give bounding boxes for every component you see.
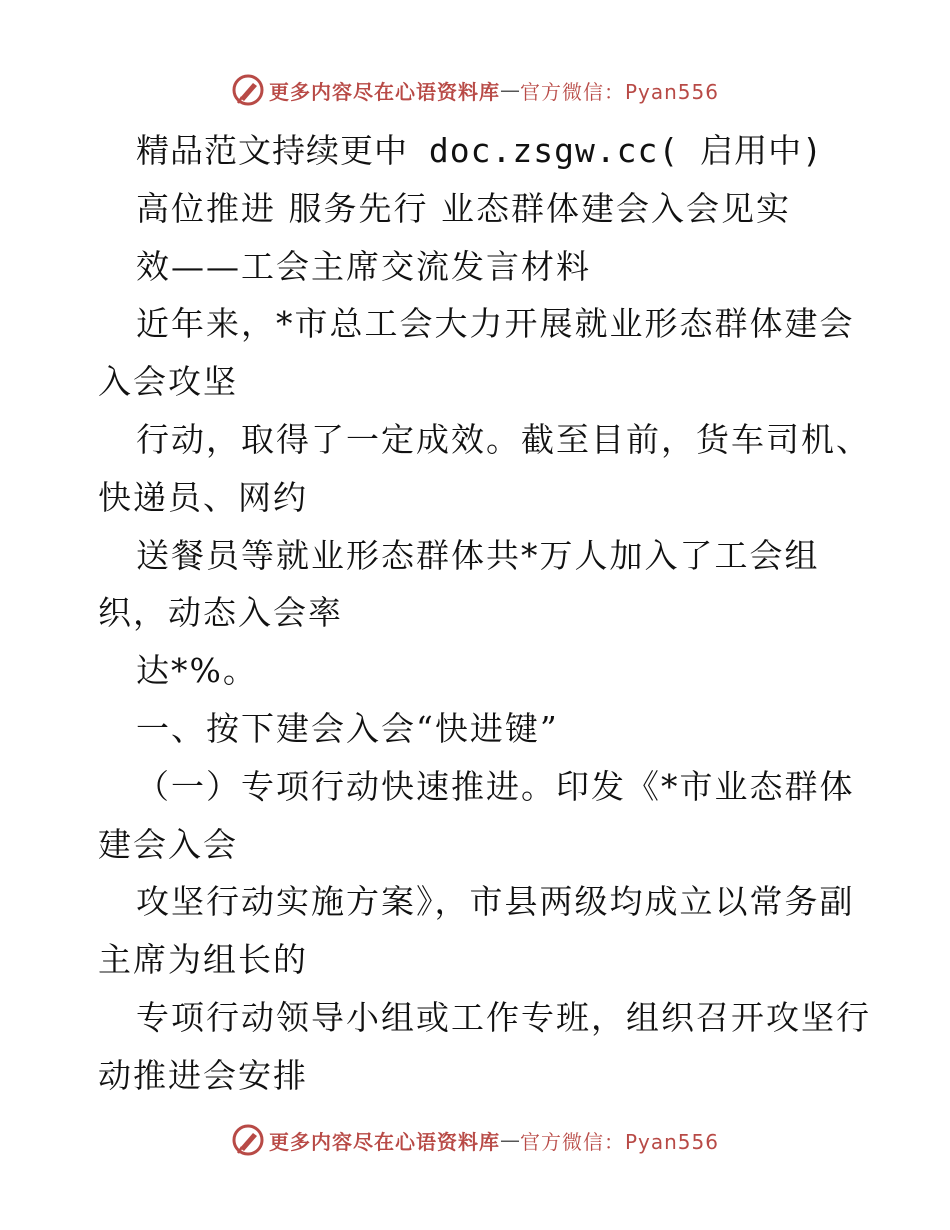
doc-line: 快递员、网约 bbox=[98, 477, 308, 517]
banner-title: 更多内容尽在心语资料库 bbox=[268, 1129, 500, 1154]
doc-line: （一）专项行动快速推进。印发《*市业态群体 bbox=[136, 766, 855, 806]
doc-title-line: 高位推进 服务先行 业态群体建会入会见实 bbox=[136, 188, 791, 228]
doc-line: 入会攻坚 bbox=[98, 362, 238, 402]
pen-logo-icon bbox=[231, 73, 265, 107]
document-body bbox=[98, 122, 871, 1105]
doc-line: 近年来，*市总工会大力开展就业形态群体建会 bbox=[136, 304, 855, 344]
doc-title-line: 效——工会主席交流发言材料 bbox=[136, 246, 591, 286]
footer-watermark-banner bbox=[0, 1120, 950, 1160]
doc-line: 精品范文持续更中 doc.zsgw.cc( 启用中) bbox=[136, 131, 824, 170]
doc-heading: 一、按下建会入会“快进键” bbox=[136, 708, 559, 748]
doc-line: 达*%。 bbox=[136, 651, 258, 691]
doc-line: 行动，取得了一定成效。截至目前，货车司机、 bbox=[136, 419, 871, 459]
doc-line: 送餐员等就业形态群体共*万人加入了工会组 bbox=[136, 535, 820, 575]
doc-line: 主席为组长的 bbox=[98, 940, 308, 980]
doc-line: 专项行动领导小组或工作专班，组织召开攻坚行 bbox=[136, 997, 871, 1037]
banner-wechat: 官方微信：Pyan556 bbox=[519, 79, 719, 104]
doc-line: 织，动态入会率 bbox=[98, 593, 343, 633]
banner-separator: — bbox=[499, 1128, 520, 1152]
banner-separator: — bbox=[499, 78, 520, 102]
header-watermark-banner bbox=[0, 70, 950, 110]
doc-line: 攻坚行动实施方案》，市县两级均成立以常务副 bbox=[136, 882, 855, 922]
banner-title: 更多内容尽在心语资料库 bbox=[268, 79, 500, 104]
doc-line: 动推进会安排 bbox=[98, 1055, 308, 1095]
banner-wechat: 官方微信：Pyan556 bbox=[519, 1129, 719, 1154]
pen-logo-icon bbox=[231, 1123, 265, 1157]
doc-line: 建会入会 bbox=[98, 824, 238, 864]
